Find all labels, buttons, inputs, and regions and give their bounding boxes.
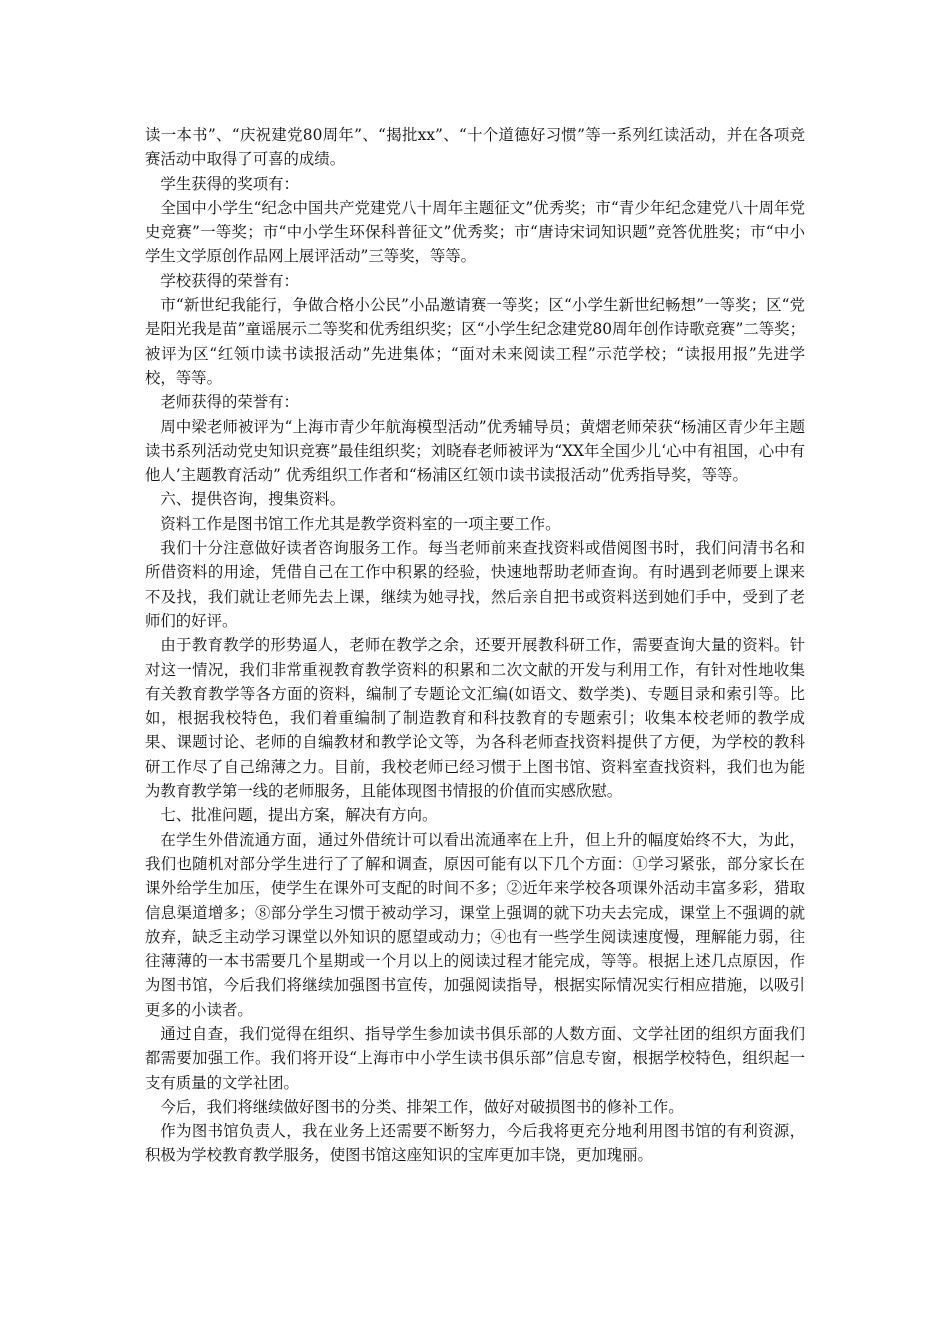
- document-body: [145, 123, 805, 1168]
- paragraph-closing: 作为图书馆负责人，我在业务上还需要不断努力，今后我将更充分地利用图书馆的有利资源，积极为学校教育教学服务，使图书馆这座知识的宝库更加丰饶，更加瑰丽。: [145, 1122, 805, 1165]
- paragraph-reference-work: 资料工作是图书馆工作尤其是教学资料室的一项主要工作。: [160, 514, 561, 533]
- heading-student-awards: 学生获得的奖项有：: [160, 174, 299, 193]
- paragraph-self-review: 通过自查，我们觉得在组织、指导学生参加读书俱乐部的人数方面、文学社团的组织方面我们都需要加强工作。我们将开设“上海市中小学生读书俱乐部”信息专窗，根据学校特色，组织起一支有质量的文学社团。: [145, 1024, 805, 1092]
- paragraph-school-honors: 市“新世纪我能行，争做合格小公民”小品邀请赛一等奖；区“小学生新世纪畅想”一等奖；区“党是阳光我是苗”童谣展示二等奖和优秀组织奖；区“小学生纪念建党80周年创作诗歌竞赛”二等奖；被评为区“红领巾读书读报活动”先进集体；“面对未来阅读工程”示范学校；“读报用报”先进学校，等等。: [145, 296, 805, 387]
- heading-teacher-honors: 老师获得的荣誉有：: [160, 393, 299, 412]
- paragraph-future-work: 今后，我们将继续做好图书的分类、排架工作，做好对破损图书的修补工作。: [160, 1097, 684, 1116]
- paragraph-teaching-materials: 由于教育教学的形势逼人，老师在教学之余，还要开展教科研工作，需要查询大量的资料。针对这一情况，我们非常重视教育教学资料的积累和二次文献的开发与利用工作，有针对性地收集有关教育教学等各方面的资料，编制了专题论文汇编(如语文、数学类)、专题目录和索引等。比如，根据我校特色，我们着重编制了制造教育和科技教育的专题索引；收集本校老师的教学成果、课题讨论、老师的自编教材和教学论文等，为各科老师查找资料提供了方便，为学校的教科研工作尽了自己绵薄之力。目前，我校老师已经习惯于上图书馆、资料室查找资料，我们也为能为教育教学第一线的老师服务，且能体现图书情报的价值而实感欣慰。: [145, 636, 805, 801]
- paragraph-circulation-analysis: 在学生外借流通方面，通过外借统计可以看出流通率在上升，但上升的幅度始终不大，为此，我们也随机对部分学生进行了了解和调查，原因可能有以下几个方面：①学习紧张，部分家长在课外给学生加压，使学生在课外可支配的时间不多；②近年来学校各项课外活动丰富多彩，猎取信息渠道增多；⑧部分学生习惯于被动学习，课堂上强调的就下功夫去完成，课堂上不强调的就放弃，缺乏主动学习课堂以外知识的愿望或动力；④也有一些学生阅读速度慢，理解能力弱，往往薄薄的一本书需要几个星期或一个月以上的阅读过程才能完成，等等。根据上述几点原因，作为图书馆，今后我们将继续加强图书宣传，加强阅读指导，根据实际情况实行相应措施，以吸引更多的小读者。: [145, 830, 805, 1019]
- paragraph-student-awards: 全国中小学生“纪念中国共产党建党八十周年主题征文”优秀奖；市“青少年纪念建党八十周年党史竞赛”一等奖；市“中小学生环保科普征文”优秀奖；市“唐诗宋词知识题”竞答优胜奖；市“中小学生文学原创作品网上展评活动”三等奖，等等。: [145, 198, 805, 266]
- section-heading-six: 六、提供咨询，搜集资料。: [160, 490, 346, 509]
- heading-school-honors: 学校获得的荣誉有：: [160, 271, 299, 290]
- paragraph-red-reading-activities: 读一本书”、“庆祝建党80周年”、“揭批xx”、“十个道德好习惯”等一系列红读活动，并在各项竞赛活动中取得了可喜的成绩。: [145, 126, 805, 169]
- section-heading-seven: 七、批准问题，提出方案，解决有方向。: [160, 806, 438, 825]
- paragraph-teacher-honors: 周中梁老师被评为“上海市青少年航海模型活动”优秀辅导员；黄熠老师荣获“杨浦区青少年主题读书系列活动党史知识竞赛”最佳组织奖；刘晓春老师被评为“XX年全国少儿‘心中有祖国，心中有他人’主题教育活动” 优秀组织工作者和“杨浦区红领巾读书读报活动”优秀指导奖，等等。: [145, 417, 805, 485]
- paragraph-reader-consulting: 我们十分注意做好读者咨询服务工作。每当老师前来查找资料或借阅图书时，我们问清书名和所借资料的用途，凭借自己在工作中积累的经验，快速地帮助老师查询。有时遇到老师要上课来不及找，我们就让老师先去上课，继续为她寻找，然后亲自把书或资料送到她们手中，受到了老师们的好评。: [145, 539, 805, 630]
